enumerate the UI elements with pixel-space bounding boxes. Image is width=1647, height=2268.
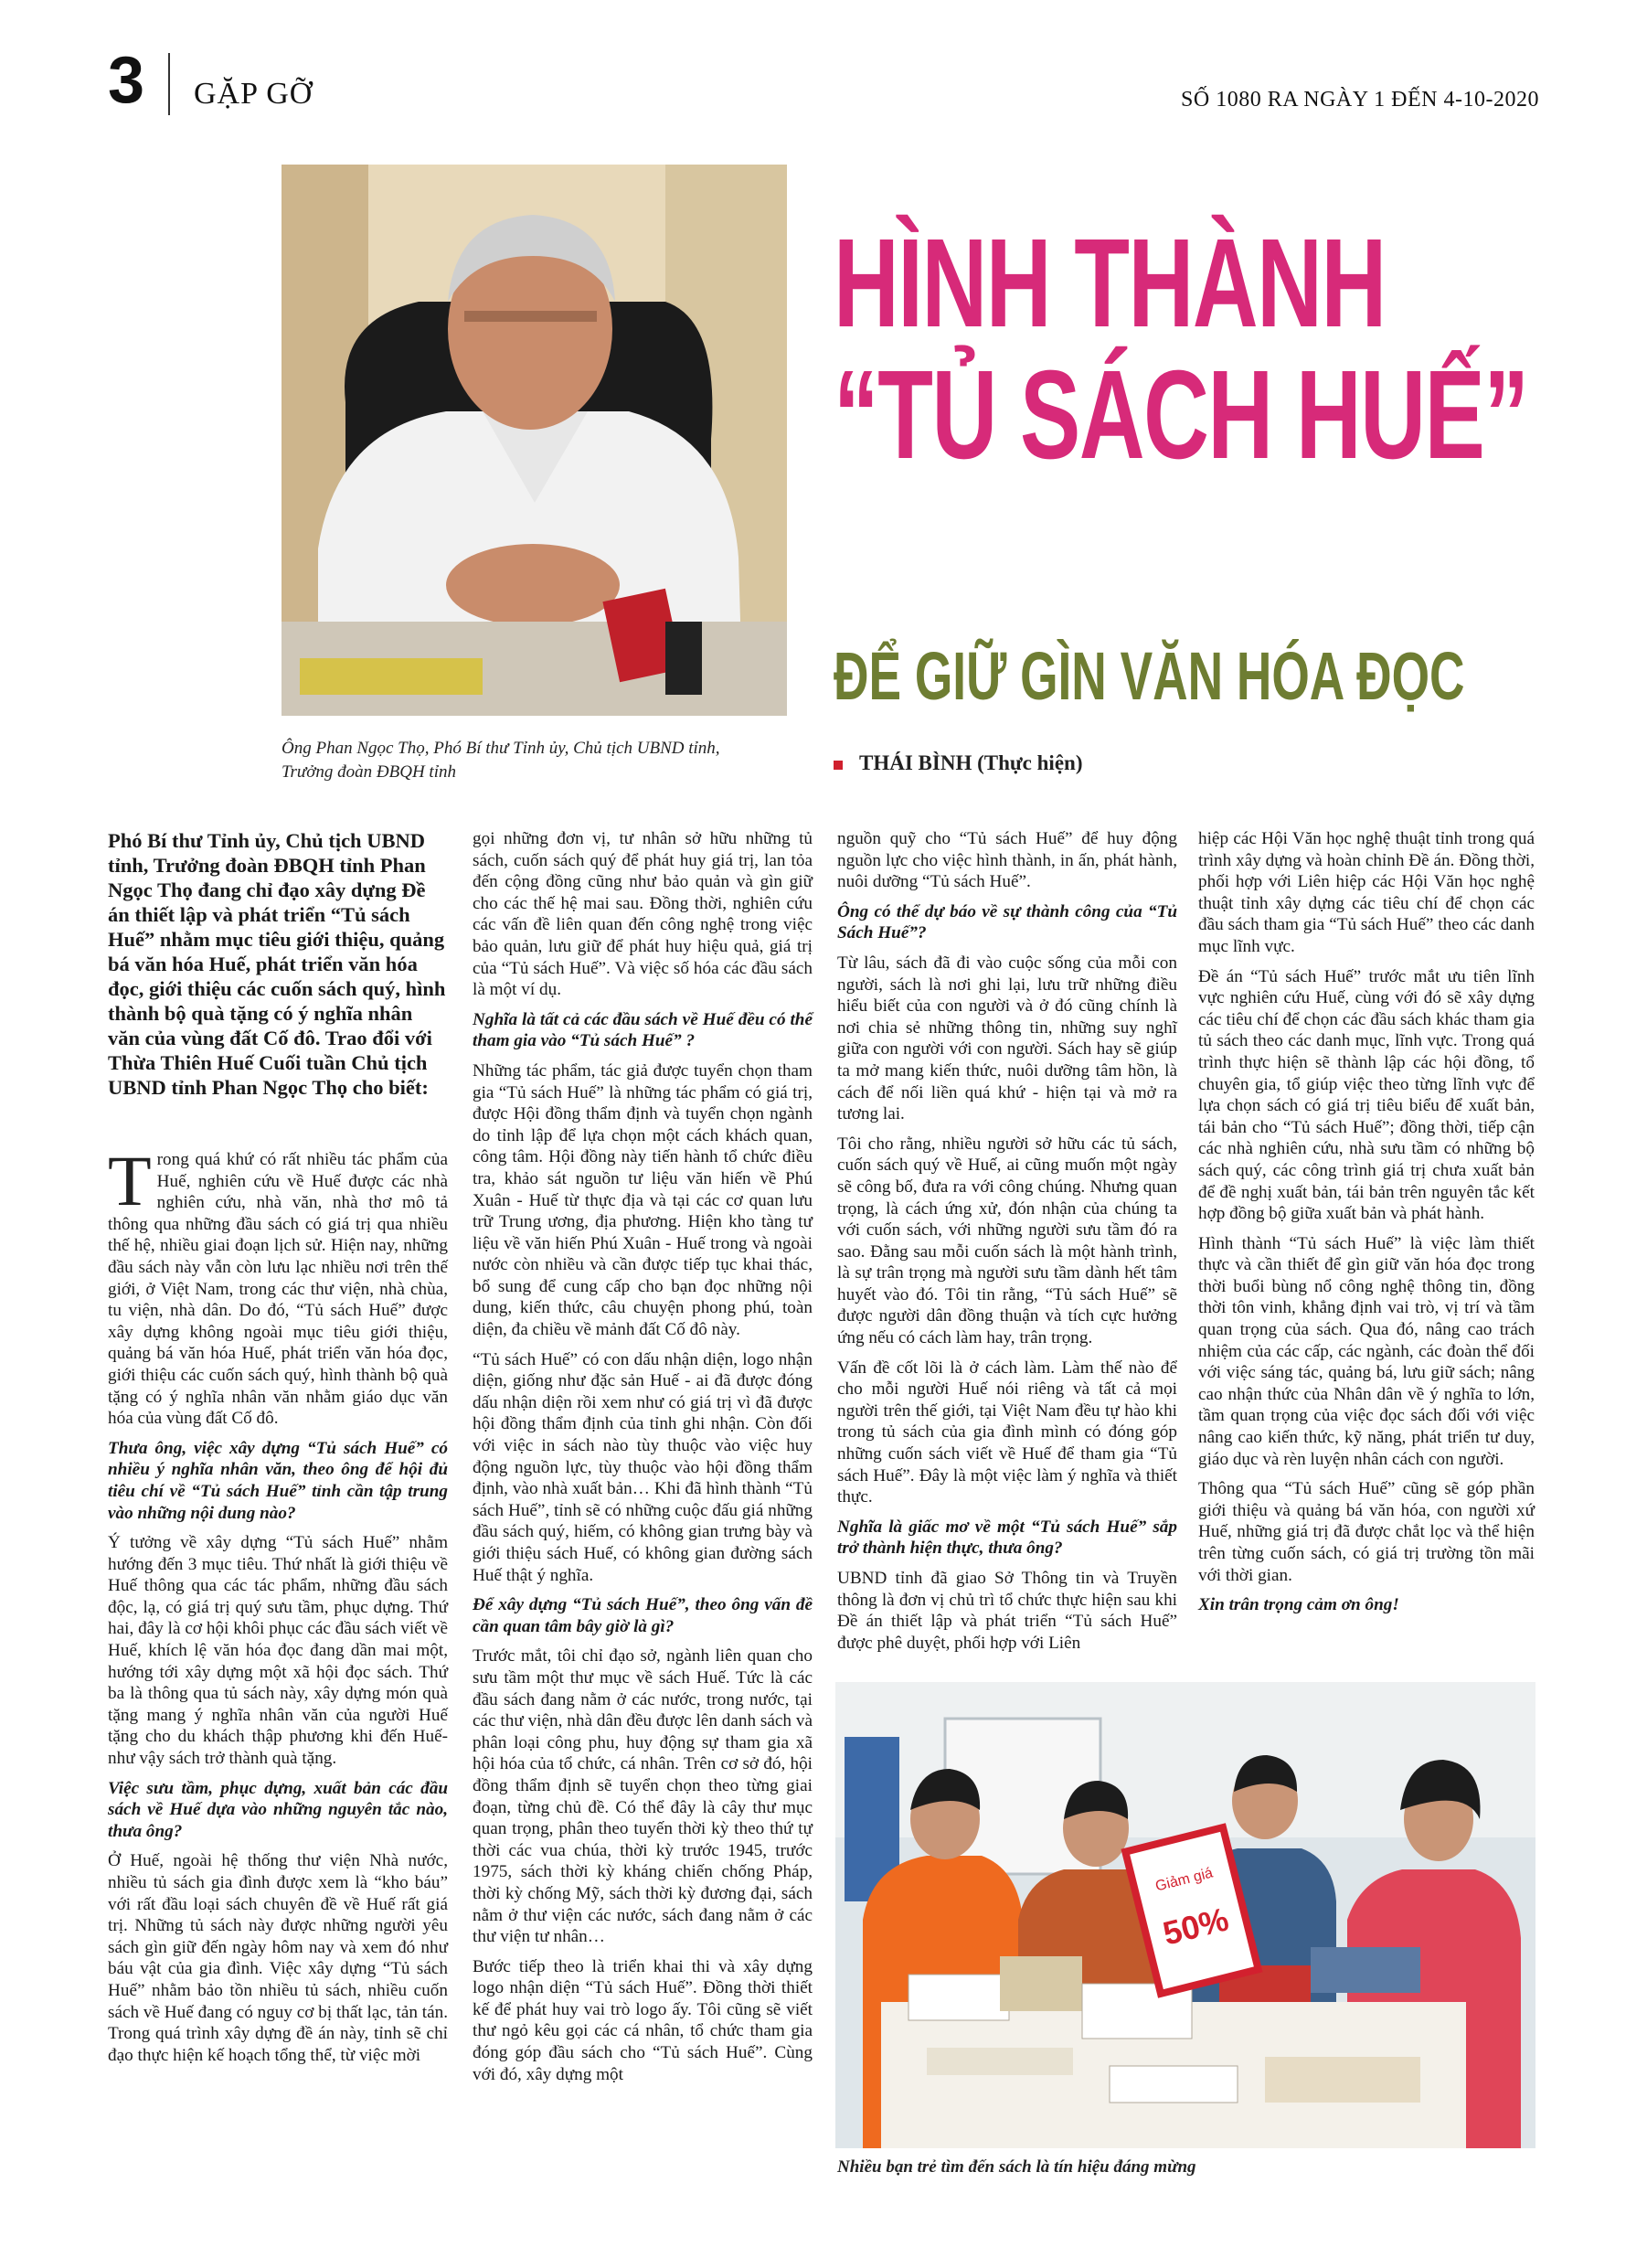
discount-sign-percent: 50% <box>1159 1900 1233 1953</box>
body-paragraph <box>108 1141 448 1430</box>
body-paragraph: Tôi cho rằng, nhiều người sở hữu các tủ sách, cuốn sách quý về Huế, ai cũng muốn một ngày sẽ công bố, đưa ra với công chúng. Nhưng quan trọng, là cách ứng xử, đón nhận của chúng ta với cuốn sách, với những người sưu tầm đó ra sao. Đằng sau mỗi cuốn sách là một hành trình, là sự trân trọng mà người sưu tầm dành hết tâm huyết vào đó. Tôi tin rằng, “Tủ sách Huế” sẽ được người dân đồng thuận và tích cực hưởng ứng nếu có cách làm hay, trân trọng. <box>837 1134 1177 1348</box>
interview-question: Việc sưu tầm, phục dựng, xuất bản các đầu sách về Huế dựa vào những nguyên tắc nào, thưa ông? <box>108 1778 448 1841</box>
article-column-2 <box>473 828 813 2093</box>
portrait-photo <box>282 165 787 716</box>
book-fair-photo <box>835 1682 1535 2148</box>
body-paragraph: “Tủ sách Huế” có con dấu nhận diện, logo nhận diện, giống như đặc sản Huế - ai đã được đóng dấu nhận diện rồi xem như có giá trị vì đã được hội đồng thẩm định của tỉnh ghi nhận. Còn đối với việc in sách nào tùy thuộc vào việc huy động nguồn lực, tùy thuộc vào hội đồng thẩm định, vào nhà xuất bản… Khi đã hình thành “Tủ sách Huế”, tỉnh sẽ có những cuộc đấu giá những đầu sách quý, hiếm, có không gian trưng bày và giới thiệu sách Huế, có không gian đường sách Huế thật ý nghĩa. <box>473 1349 813 1585</box>
body-paragraph: Vấn đề cốt lõi là ở cách làm. Làm thế nào để cho mỗi người Huế nói riêng và tất cả mọi người trên thế giới, tại Việt Nam đều tự hào khi trong tủ sách của gia đình mình có đóng góp những cuốn sách viết về Huế để tham gia “Tủ sách Huế”. Đây là một việc làm ý nghĩa và thiết thực. <box>837 1358 1177 1507</box>
byline-text: THÁI BÌNH (Thực hiện) <box>859 751 1083 774</box>
body-paragraph: UBND tỉnh đã giao Sở Thông tin và Truyền thông là đơn vị chủ trì tổ chức thực hiện sau khi Đề án thiết lập và phát triển “Tủ sách Huế” được phê duyệt, phối hợp với Liên <box>837 1569 1177 1653</box>
page-number: 3 <box>108 44 145 117</box>
body-paragraph: Đề án “Tủ sách Huế” trước mắt ưu tiên lĩnh vực nghiên cứu Huế, cùng với đó sẽ xây dựng các tiêu chí để chọn các đầu sách khác tham gia tủ sách theo các danh mục, lĩnh vực. Trong quá trình thực hiện sẽ thành lập các hội đồng, tổ chuyên gia, tổ giúp việc theo từng lĩnh vực để lựa chọn sách có giá trị tiêu biểu để xuất bản, tái bản cho “Tủ sách Huế”; đồng thời, tiếp cận các nhà nghiên cứu, nhà sưu tầm có những bộ sách quý, các công trình giá trị chưa xuất bản để đề nghị xuất bản, tái bản trên nguyên tắc kết hợp đồng bộ giữa xuất bản và phát hành. <box>1198 966 1535 1224</box>
body-paragraph: gọi những đơn vị, tư nhân sở hữu những tủ sách, cuốn sách quý để phát huy giá trị, lan tỏa đến cộng đồng cũng như bảo quản và gìn giữ cho các thế hệ mai sau. Đồng thời, nghiên cứu các vấn đề liên quan đến công nghệ trong việc bảo quản, lưu giữ để phát huy hiệu quả, giá trị của “Tủ sách Huế”. Và việc số hóa các đầu sách là một ví dụ. <box>473 829 813 1000</box>
article-column-4 <box>1198 828 1535 1624</box>
body-paragraph: Ở Huế, ngoài hệ thống thư viện Nhà nước, nhiều tủ sách gia đình được xem là “kho báu” với rất đầu loại sách chuyên đề về Huế rất giá trị. Những tủ sách này được những người yêu sách gìn giữ đến ngày hôm nay và xem đó như báu vật của gia đình. Việc xây dựng “Tủ sách Huế” nhằm bảo tồn nhiều tủ sách, nhiều cuốn sách về Huế đang có nguy cơ bị thất lạc, tản tán. Trong quá trình xây dựng đề án này, tỉnh sẽ chỉ đạo thực hiện kế hoạch tổng thể, từ việc mời <box>108 1851 448 2065</box>
body-paragraph: Những tác phẩm, tác giả được tuyển chọn tham gia “Tủ sách Huế” là những tác phẩm có giá trị, được Hội đồng thẩm định và tuyển chọn ngành do tỉnh lập để lựa chọn một cách khách quan, công tâm. Hội đồng này tiến hành tổ chức điều tra, khảo sát nguồn tư liệu văn hiến về Phú Xuân - Huế từ thực địa và tại các cơ quan lưu trữ Trung ương, địa phương. Hiện kho tàng tư liệu về văn hiến Phú Xuân - Huế trong và ngoài nước còn nhiều và cần được tiếp tục khai thác, bổ sung để cung cấp cho bạn đọc những nội dung, kiến thức, câu chuyện phong phú, toàn diện, đa chiều về mảnh đất Cố đô này. <box>473 1060 813 1340</box>
body-paragraph: Từ lâu, sách đã đi vào cuộc sống của mỗi con người, sách là nơi ghi lại, lưu trữ những điều hiểu biết của con người và ở đó cũng chính là nơi chia sẻ những thông tin, những suy nghĩ giữa con người với con người. Sách hay sẽ giúp ta mở mang kiến thức, nuôi dưỡng tâm hồn, là cách để nối liền quá khứ - hiện tại và mở ra tương lai. <box>837 953 1177 1124</box>
article-column-3 <box>837 828 1177 1662</box>
article-column-1 <box>108 828 448 2074</box>
byline <box>834 751 1082 775</box>
portrait-caption <box>282 737 793 784</box>
body-paragraph: hiệp các Hội Văn học nghệ thuật tỉnh trong quá trình xây dựng và hoàn chỉnh Đề án. Đồng thời, phối hợp với Liên hiệp các Hội Văn học nghệ thuật tỉnh xây dựng các tiêu chí để chọn các đầu sách tham gia “Tủ sách Huế” theo các danh mục lĩnh vực. <box>1198 829 1535 956</box>
discount-sign-label: Giảm giá <box>1153 1865 1215 1895</box>
interview-question: Nghĩa là tất cả các đầu sách về Huế đều có thể tham gia vào “Tủ sách Huế” ? <box>473 1009 813 1051</box>
lead-paragraph: Phó Bí thư Tỉnh ủy, Chủ tịch UBND tỉnh, Trưởng đoàn ĐBQH tỉnh Phan Ngọc Thọ đang chỉ đạo xây dựng Đề án thiết lập và phát triển “Tủ sách Huế” nhằm mục tiêu giới thiệu, quảng bá văn hóa Huế, phát triển văn hóa đọc, giới thiệu các cuốn sách quý, hình thành bộ quà tặng có ý nghĩa nhân văn của vùng đất Cố đô. Trao đổi với Thừa Thiên Huế Cuối tuần Chủ tịch UBND tỉnh Phan Ngọc Thọ cho biết: <box>108 829 446 1099</box>
interview-question: Để xây dựng “Tủ sách Huế”, theo ông vấn đề cần quan tâm bây giờ là gì? <box>473 1595 813 1636</box>
body-paragraph: Bước tiếp theo là triển khai thi và xây dựng logo nhận diện “Tủ sách Huế”. Đồng thời thiết kế để phát huy vai trò logo ấy. Tôi cũng sẽ viết thư ngỏ kêu gọi các cá nhân, tổ chức tham gia đóng góp đầu sách cho “Tủ sách Huế”. Cùng với đó, xây dựng một <box>473 1956 813 2084</box>
body-paragraph: Hình thành “Tủ sách Huế” là việc làm thiết thực và cần thiết để gìn giữ văn hóa đọc trong thời buổi bùng nổ công nghệ thông tin, đồng thời tôn vinh, khẳng định vai trò, vị trí và tầm quan trọng của sách. Qua đó, nâng cao trách nhiệm của các cấp, các ngành, các đoàn thể đối với việc sáng tác, quảng bá, lưu giữ sách; nâng cao nhận thức của Nhân dân về ý nghĩa to lớn, tầm quan trọng của việc đọc sách đối với việc nâng cao kiến thức, kỹ năng, phát triển tư duy, giáo dục và rèn luyện nhân cách con người. <box>1198 1233 1535 1469</box>
closing-line: Xin trân trọng cảm ơn ông! <box>1198 1595 1399 1615</box>
headline-line-2: “TỦ SÁCH HUẾ” <box>834 345 1528 485</box>
body-paragraph: nguồn quỹ cho “Tủ sách Huế” để huy động nguồn lực cho việc hình thành, in ấn, phát hành, nuôi dưỡng “Tủ sách Huế”. <box>837 829 1177 892</box>
byline-marker-icon <box>834 761 843 770</box>
header-divider <box>168 53 170 115</box>
drop-cap: T <box>108 1141 152 1220</box>
interview-question: Nghĩa là giấc mơ về một “Tủ sách Huế” sắp trở thành hiện thực, thưa ông? <box>837 1517 1177 1559</box>
headline <box>834 213 1528 485</box>
portrait-caption-line-1: Ông Phan Ngọc Thọ, Phó Bí thư Tỉnh ủy, Chủ tịch UBND tỉnh, <box>282 739 720 758</box>
book-fair-caption: Nhiều bạn trẻ tìm đến sách là tín hiệu đáng mừng <box>837 2157 1196 2177</box>
body-paragraph: Ý tưởng về xây dựng “Tủ sách Huế” nhằm hướng đến 3 mục tiêu. Thứ nhất là giới thiệu về Huế thông qua các tác phẩm, những đầu sách độc, lạ, có giá trị quý sưu tầm, phục dựng. Thứ hai, đây là cơ hội khôi phục các đầu sách viết về Huế, khích lệ văn hóa đọc đang dần mai một, hướng tới xây dựng một xã hội đọc sách. Thứ ba là thông qua tủ sách này, xây dựng món quà tặng mang ý nghĩa nhân văn của người Huế tặng cho du khách thập phương khi đến Huế- như vậy sách trở thành quà tặng. <box>108 1533 448 1769</box>
body-paragraph: Trước mắt, tôi chỉ đạo sở, ngành liên quan cho sưu tầm một thư mục về sách Huế. Tức là các đầu sách đang nằm ở các nước, trong nước, tại các thư viện, nhà dân đều được lên danh sách và phân loại công phu, huy động sự tham gia xã hội hóa của tổ chức, cá nhân. Trên cơ sở đó, hội đồng thẩm định sẽ tuyển chọn theo từng giai đoạn, từng chủ đề. Có thể đây là cây thư mục quan trọng, phân theo tuyến thời kỳ theo thứ tự thời các vua chúa, thời kỳ trước 1945, trước 1975, sách thời kỳ kháng chiến chống Pháp, thời kỳ chống Mỹ, sách thời kỳ đương đại, sách nằm ở thư viện các nước, sách đang nằm ở các thư viện tư nhân… <box>473 1646 813 1947</box>
body-paragraph: Thông qua “Tủ sách Huế” cũng sẽ góp phần giới thiệu và quảng bá văn hóa, con người xứ Huế, những giá trị đã được chắt lọc và thể hiện trên từng cuốn sách, có giá trị trường tồn mãi với thời gian. <box>1198 1479 1535 1585</box>
headline-line-1: HÌNH THÀNH <box>834 213 1386 354</box>
section-label: GẶP GỠ <box>194 77 313 111</box>
subheadline: ĐỂ GIỮ GÌN VĂN HÓA ĐỌC <box>834 638 1465 714</box>
issue-info: SỐ 1080 RA NGÀY 1 ĐẾN 4-10-2020 <box>1181 88 1539 112</box>
interview-question: Ông có thể dự báo về sự thành công của “Tủ Sách Huế”? <box>837 901 1177 943</box>
interview-question: Thưa ông, việc xây dựng “Tủ sách Huế” có nhiều ý nghĩa nhân văn, theo ông để hội đủ tiêu chí về “Tủ sách Huế” tỉnh cần tập trung vào những nội dung nào? <box>108 1438 448 1523</box>
body-text: rong quá khứ có rất nhiều tác phẩm của Huế, nghiên cứu về Huế được các nhà nghiên cứu, nhà văn, nhà thơ mô tả thông qua những đầu sách có giá trị qua nhiều thế hệ, nhiều giai đoạn lịch sử. Hiện nay, những đầu sách này vẫn còn lưu lạc nhiều nơi trên thế giới, ở Việt Nam, trong các thư viện, nhà chùa, tu viện, nhà dân. Do đó, “Tủ sách Huế” được xây dựng không ngoài mục tiêu giới thiệu, quảng bá văn hóa Huế, phát triển văn hóa đọc, giới thiệu các cuốn sách quý, hình thành bộ quà tặng có ý nghĩa nhân văn nhằm giáo dục văn hóa của vùng đất Cố đô. <box>108 1150 448 1429</box>
portrait-caption-line-2: Trưởng đoàn ĐBQH tỉnh <box>282 762 456 782</box>
